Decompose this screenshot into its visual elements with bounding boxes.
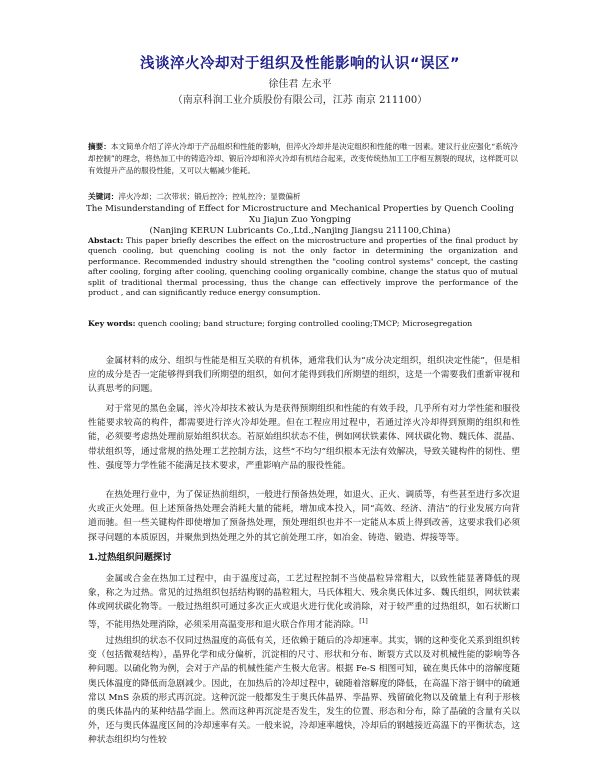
paper-title: 浅谈淬火冷却对于组织及性能影响的认识“误区” bbox=[139, 56, 461, 72]
abstract-en-text: This paper briefly describes the effect on the microstructure and properties of the final product by quench cooling, but quenching cooling is not the only factor in determining the organization and performance. Recommended industry should strengthen the "cooling control systems" concept, the casting after cooling, forging after cooling, quenching cooling organically combine, change the status quo of mutual split of traditional thermal processing, thus the change can effectively improve the performance of the product , and can significantly reduce energy consumption. bbox=[88, 236, 518, 298]
body-paragraph bbox=[88, 634, 520, 748]
abstract-zh-text: 本文简单介绍了淬火冷却于产品组织和性能的影响，但淬火冷却并是决定组织和性能的唯一因素。建议行业应强化“系统冷却控制”的理念，将热加工中的铸造冷却、锻后冷却和淬火冷却有机结合起来，改变传统热加工工序相互割裂的现状，这样既可以有效提升产品的服役性能，又可以大幅减少能耗。 bbox=[88, 142, 518, 175]
keywords-zh bbox=[88, 191, 518, 202]
english-affiliation: (Nanjing KERUN Lubricants Co.,Ltd.,Nanjing Jiangsu 211100,China) bbox=[149, 226, 451, 236]
authors: 徐佳君 左永平 bbox=[268, 79, 332, 90]
citation-ref: [1] bbox=[359, 617, 368, 625]
abstract-en bbox=[88, 236, 518, 298]
abstract-zh bbox=[88, 141, 518, 176]
paragraph-text: 金属或合金在热加工过程中，由于温度过高，工艺过程控制不当使晶粒异常粗大，以致性能显著降低的现象，称之为过热。常见的过热组织包括结构钢的晶粒粗大，马氏体粗大、残余奥氏体过多、魏氏组织，网状铁素体或网状碳化物等。一般过热组织可通过多次正火或退火进行优化或消除，对于较严重的过热组织，如石状断口等，不能用热处理消除，必须采用高温变形和退火联合作用才能消除。 bbox=[88, 574, 520, 630]
english-header bbox=[0, 204, 600, 237]
keywords-en-label: Key words: bbox=[88, 319, 136, 328]
english-title: The Misunderstanding of Effect for Microstructure and Mechanical Properties by Quench Cooling bbox=[86, 204, 514, 214]
abstract-en-label: Abstact: bbox=[88, 236, 124, 245]
affiliation: （南京科润工业介质股份有限公司，江苏 南京 211100） bbox=[172, 95, 428, 106]
section-heading: 1.过热组织问题探讨 bbox=[88, 552, 172, 563]
keywords-zh-text: 淬火冷却；二次带状；锻后控冷；控轧控冷；显微偏析 bbox=[118, 192, 301, 201]
abstract-zh-label: 摘要： bbox=[88, 142, 111, 151]
body-paragraph bbox=[88, 572, 520, 632]
keywords-en bbox=[88, 319, 518, 328]
body-paragraph: 金属材料的成分、组织与性能是相互关联的有机体，通常我们认为“成分决定组织，组织决定性能”，但是相应的成分是否一定能够得到我们所期望的组织，如何才能得到我们所期望的组织，这是一个需要我们重新审视和认真思考的问题。 bbox=[88, 356, 520, 395]
body-paragraph: 对于常见的黑色金属，淬火冷却技术被认为是获得预期组织和性能的有效手段，几乎所有对力学性能和服役性能要求较高的构件，都需要进行淬火冷却处理。但在工程应用过程中，若通过淬火冷却得到预期的组织和性能，必须要考虑热处理前原始组织状态。若原始组织状态不佳，例如网状铁素体、网状碳化物、魏氏体、混晶、带状组织等，通过常规的热处理工艺控制方法，这些“不均匀”组织根本无法有效解决，导致关键构件的韧性、塑性、强度等力学性能不能满足技术要求，严重影响产品的服役性能。 bbox=[88, 404, 520, 471]
keywords-zh-label: 关键词： bbox=[88, 192, 119, 201]
english-authors: Xu Jiajun Zuo Yongping bbox=[249, 215, 351, 225]
body-paragraph: 在热处理行业中，为了保证热前组织，一般进行预备热处理，如退火、正火、调质等，有些甚至进行多次退火或正火处理。但上述预备热处理会消耗大量的能耗，增加成本投入，同“高效、经济、清洁”的行业发展方向背道而驰。但一些关键构件即使增加了预备热处理，预处理组织也并不一定能从本质上得到改善，这要求我们必须探寻问题的本质原因，并聚焦到热处理之外的其它前处理工序，如冶金、铸造、锻造、焊接等等。 bbox=[88, 490, 520, 543]
paragraph-text: 过热组织的状态不仅同过热温度的高低有关，还依赖于随后的冷却速率。其实，钢的这种变化关系到组织转变（包括微观结构），晶界化学和成分偏析，沉淀相的尺寸、形状和分布、断裂方式以及对机械性能的影响等各种问题。以硫化物为例，会对于产品的机械性能产生极大危害。根据 Fe-S 相图可知，硫在奥氏体中的溶解度随奥氏体温度的降低而急剧减少。因此，在加热后的冷却过程中，硫随着溶解度的降低，在高温下溶于钢中的硫通常以 MnS 杂质的形式再沉淀。这种沉淀一般都发生于奥氏体晶界、孪晶界、残留硫化物以及硫量上有利于形核的奥氏体晶内的某种结晶学面上。然而这种再沉淀是否发生，发生的位置、形态和分布，除了晶硫的含量有关以外，还与奥氏体温度区间的冷却速率有关。一般来说，冷却速率越快，冷却后的钢越接近高温下的平衡状态，这种状态组织均匀性较 bbox=[88, 636, 520, 746]
keywords-en-text: quench cooling; band structure; forging controlled cooling;TMCP; Microsegregation bbox=[138, 319, 473, 328]
